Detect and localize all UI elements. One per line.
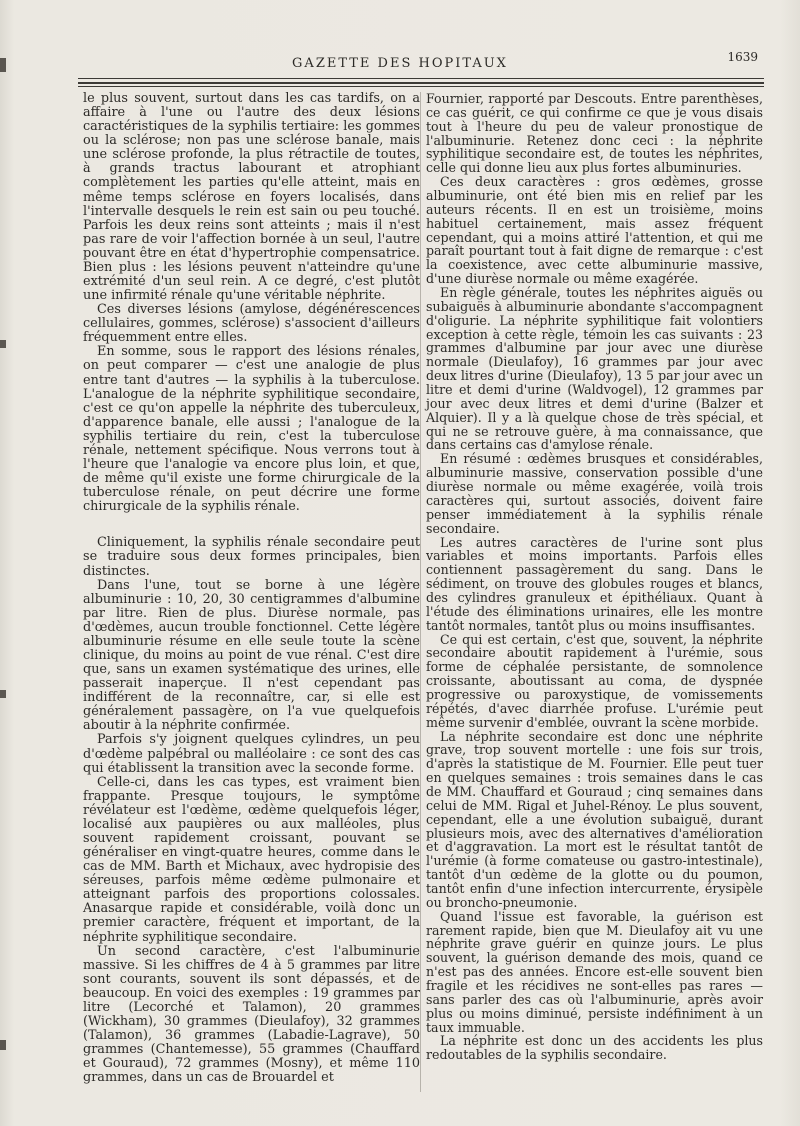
binding-mark xyxy=(0,340,6,348)
paragraph: le plus souvent, surtout dans les cas tardifs, on a affaire à l'une ou l'autre des deux lésions caractéristiques de la syphilis tertiaire: les gommes ou la sclérose; non pas une sclérose banale, mais une sclérose profonde, la plus rétractile de toutes, à grands tractus labourant et atrophiant complètement les parties qu'elle atteint, mais en même temps sclérose en foyers localisés, dans l'intervalle desquels le rein est sain ou peu touché. Parfois les deux reins sont atteints ; mais il n'est pas rare de voir l'affection bornée à un seul, l'autre pouvant être en état d'hypertrophie compensatrice. Bien plus : les lésions peuvent n'atteindre qu'une extrémité d'un seul rein. A ce degré, c'est plutôt une infirmité rénale qu'une véritable néphrite. xyxy=(83,91,420,304)
paragraph: En règle générale, toutes les néphrites aiguës ou subaiguës à albuminurie abondante s'accompagnent d'oligurie. La néphrite syphilitique fait volontiers exception à cette règle, témoin les cas suivants : 23 grammes d'albumine par jour avec une diurèse normale (Dieulafoy), 16 grammes par jour avec deux litres d'urine (Dieulafoy), 13 5 par jour avec un litre et demi d'urine (Waldvogel), 12 grammes par jour avec deux litres et demi d'urine (Balzer et Alquier). Il y a là quelque chose de très spécial, et qui ne se retrouve guère, à ma connaissance, que dans certains cas d'amylose rénale. xyxy=(426,285,763,453)
page-header xyxy=(0,50,800,80)
right-column xyxy=(426,92,763,1062)
binding-mark xyxy=(0,690,6,698)
paragraph: Quand l'issue est favorable, la guérison est rarement rapide, bien que M. Dieulafoy ait vu une néphrite grave guérir en quinze jours. Le plus souvent, la guérison demande des mois, quand ce n'est pas des années. Encore est-elle souvent bien fragile et les récidives ne sont-elles pas rares — sans parler des cas où l'albuminurie, après avoir plus ou moins diminué, persiste indéfiniment à un taux immuable. xyxy=(426,908,763,1035)
column-divider xyxy=(420,92,421,1092)
paragraph: La néphrite est donc un des accidents les plus redoutables de la syphilis secondaire. xyxy=(426,1033,763,1063)
paragraph: Fournier, rapporté par Descouts. Entre parenthèses, ce cas guérit, ce qui confirme ce que je vous disais tout à l'heure du peu de valeur pronostique de l'albuminurie. Retenez donc ceci : la néphrite syphilitique secondaire est, de toutes les néphrites, celle qui donne lieu aux plus fortes albuminuries. xyxy=(426,91,763,176)
paragraph: En somme, sous le rapport des lésions rénales, on peut comparer — c'est une analogie de plus entre tant d'autres — la syphilis à la tuberculose. L'analogue de la néphrite syphilitique secondaire, c'est ce qu'on appelle la néphrite des tuberculeux, d'apparence banale, elle aussi ; l'analogue de la syphilis tertiaire du rein, c'est la tuberculose rénale, nettement spécifique. Nous verrons tout à l'heure que l'analogie va encore plus loin, et que, de même qu'il existe une forme chirurgicale de la tuberculose rénale, on peut décrire une forme chirurgicale de la syphilis rénale. xyxy=(83,344,420,515)
header-rule xyxy=(78,82,764,84)
header-rule xyxy=(78,86,764,87)
paragraph: Parfois s'y joignent quelques cylindres, un peu d'œdème palpébral ou malléolaire : ce sont des cas qui établissent la transition avec la seconde forme. xyxy=(83,732,420,776)
paragraph: Ces diverses lésions (amylose, dégénérescences cellulaires, gommes, sclérose) s'associent d'ailleurs fréquemment entre elles. xyxy=(83,302,420,346)
paragraph: Dans l'une, tout se borne à une légère albuminurie : 10, 20, 30 centigrammes d'albumine par litre. Rien de plus. Diurèse normale, pas d'œdèmes, aucun trouble fonctionnel. Cette légère albuminurie résume en elle seule toute la scène clinique, du moins au point de vue rénal. C'est dire que, sans un examen systématique des urines, elle passerait inaperçue. Il n'est cependant pas indifférent de la reconnaître, car, si elle est généralement passagère, on l'a vue quelquefois aboutir à la néphrite confirmée. xyxy=(83,577,420,734)
paragraph: Un second caractère, c'est l'albuminurie massive. Si les chiffres de 4 à 5 grammes par litre sont courants, souvent ils sont dépassés, et de beaucoup. En voici des exemples : 19 grammes par litre (Lecorché et Talamon), 20 grammes (Wickham), 30 grammes (Dieulafoy), 32 grammes (Talamon), 36 grammes (Labadie-Lagrave), 50 grammes (Chantemesse), 55 grammes (Chauffard et Gouraud), 72 grammes (Mosny), et même 110 grammes, dans un cas de Brouardel et xyxy=(83,943,420,1086)
paragraph: Celle-ci, dans les cas types, est vraiment bien frappante. Presque toujours, le symptôme révélateur est l'œdème, œdème quelquefois léger, localisé aux paupières ou aux malléoles, plus souvent rapidement croissant, pouvant se généraliser en vingt-quatre heures, comme dans le cas de MM. Barth et Michaux, avec hydropisie des séreuses, parfois même œdème pulmonaire et atteignant parfois des proportions colossales. Anasarque rapide et considérable, voilà donc un premier caractère, fréquent et important, de la néphrite syphilitique secondaire. xyxy=(83,774,420,945)
left-column xyxy=(83,92,420,1085)
page-number: 1639 xyxy=(727,50,758,64)
paragraph: Ces deux caractères : gros œdèmes, grosse albuminurie, ont été bien mis en relief par les auteurs récents. Il en est un troisième, moins habituel certainement, mais assez fréquent cependant, qui a moins attiré l'attention, et qui me paraît pourtant tout à fait digne de remarque : c'est la coexistence, avec cette albuminurie massive, d'une diurèse normale ou même exagérée. xyxy=(426,174,763,287)
paragraph: Les autres caractères de l'urine sont plus variables et moins importants. Parfois elles contiennent passagèrement du sang. Dans le sédiment, on trouve des globules rouges et blancs, des cylindres granuleux et épithéliaux. Quant à l'étude des éliminations urinaires, elle les montre tantôt normales, tantôt plus ou moins insuffisantes. xyxy=(426,534,763,633)
binding-mark xyxy=(0,1040,6,1050)
paragraph: Ce qui est certain, c'est que, souvent, la néphrite secondaire aboutit rapidement à l'urémie, sous forme de céphalée persistante, de somnolence croissante, aboutissant au coma, de dyspnée progressive ou paroxystique, de vomissements répétés, d'avec diarrhée profuse. L'urémie peut même survenir d'emblée, ouvrant la scène morbide. xyxy=(426,631,763,730)
paragraph: Cliniquement, la syphilis rénale secondaire peut se traduire sous deux formes principales, bien distinctes. xyxy=(83,535,420,579)
journal-title: GAZETTE DES HOPITAUX xyxy=(292,56,508,71)
paragraph: La néphrite secondaire est donc une néphrite grave, trop souvent mortelle : une fois sur trois, d'après la statistique de M. Fournier. Elle peut tuer en quelques semaines : trois semaines dans le cas de MM. Chauffard et Gouraud ; cinq semaines dans celui de MM. Rigal et Juhel-Rénoy. Le plus souvent, cependant, elle a une évolution subaiguë, durant plusieurs mois, avec des alternatives d'amélioration et d'aggravation. La mort est le résultat tantôt de l'urémie (à forme comateuse ou gastro-intestinale), tantôt d'un œdème de la glotte ou du poumon, tantôt enfin d'une infection intercurrente, érysipèle ou broncho-pneumonie. xyxy=(426,728,763,910)
header-rule xyxy=(78,78,764,79)
paragraph: En résumé : œdèmes brusques et considérables, albuminurie massive, conservation possible d'une diurèse normale ou même exagérée, voilà trois caractères qui, surtout associés, doivent faire penser immédiatement à la syphilis rénale secondaire. xyxy=(426,451,763,536)
